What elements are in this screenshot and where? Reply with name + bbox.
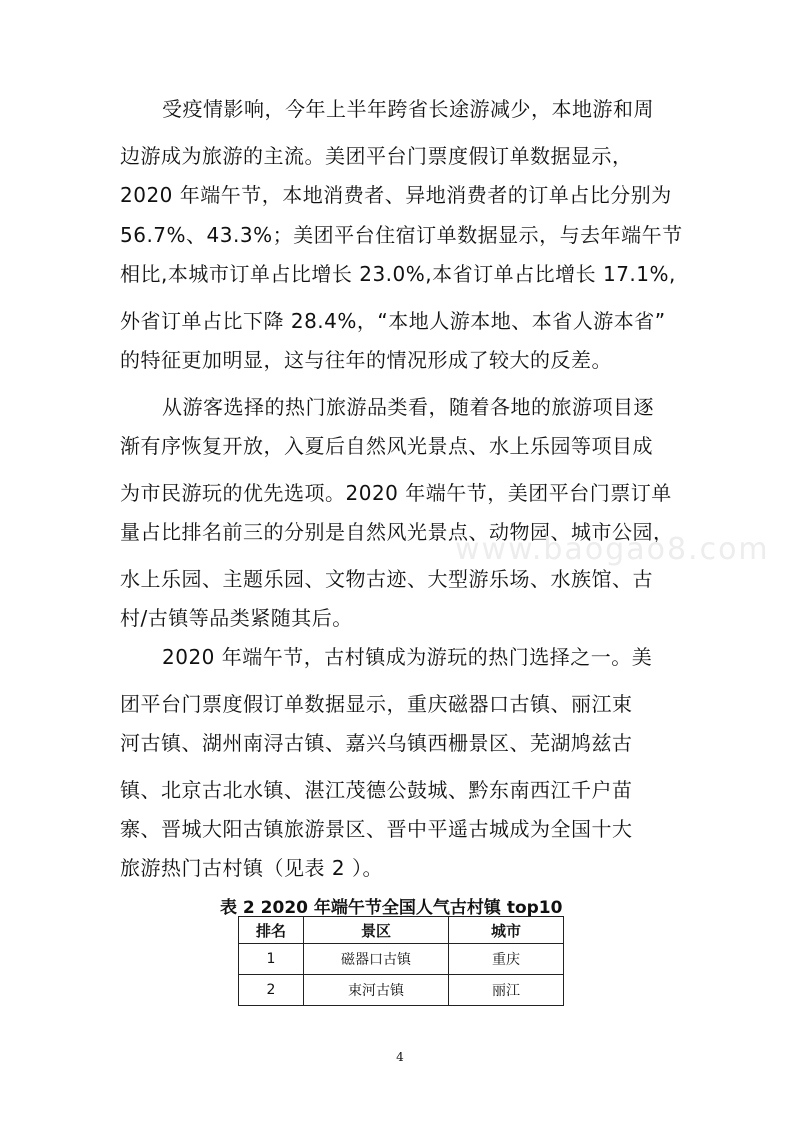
text-line: 从游客选择的热门旅游品类看，随着各地的旅游项目逐 bbox=[162, 395, 654, 419]
text-line: 河古镇、湖州南浔古镇、嘉兴乌镇西栅景区、芜湖鸠兹古 bbox=[120, 731, 633, 755]
text-line: 2020 年端午节，本地消费者、异地消费者的订单占比分别为 bbox=[120, 183, 672, 207]
text-line: 外省订单占比下降 28.4%，“本地人游本地、本省人游本省” bbox=[120, 309, 666, 333]
column-header-rank: 排名 bbox=[239, 917, 304, 944]
text-line: 边游成为旅游的主流。美团平台门票度假订单数据显示， bbox=[120, 144, 633, 168]
text-line: 村/古镇等品类紧随其后。 bbox=[120, 606, 353, 630]
table-row bbox=[239, 944, 564, 975]
table-caption: 表 2 2020 年端午节全国人气古村镇 top10 bbox=[220, 898, 563, 918]
text-line: 旅游热门古村镇（见表 2 ）。 bbox=[120, 856, 383, 880]
watermark: www.baogao8.com bbox=[455, 532, 770, 567]
column-header-city: 城市 bbox=[449, 917, 564, 944]
text-line: 渐有序恢复开放，入夏后自然风光景点、水上乐园等项目成 bbox=[120, 434, 653, 458]
text-line: 镇、北京古北水镇、湛江茂德公鼓城、黔东南西江千户苗 bbox=[120, 778, 633, 802]
cell-rank: 1 bbox=[239, 944, 304, 975]
text-line: 2020 年端午节，古村镇成为游玩的热门选择之一。美 bbox=[162, 645, 653, 669]
text-line: 为市民游玩的优先选项。2020 年端午节，美团平台门票订单 bbox=[120, 481, 672, 505]
ranking-table bbox=[238, 916, 564, 1006]
cell-scenic-area: 磁器口古镇 bbox=[304, 944, 449, 975]
page-number: 4 bbox=[396, 1050, 404, 1064]
text-line: 量占比排名前三的分别是自然风光景点、动物园、城市公园， bbox=[120, 520, 674, 544]
text-line: 56.7%、43.3%；美团平台住宿订单数据显示，与去年端午节 bbox=[120, 223, 683, 247]
text-line: 相比,本城市订单占比增长 23.0%,本省订单占比增长 17.1%, bbox=[120, 262, 676, 286]
cell-city: 重庆 bbox=[449, 944, 564, 975]
cell-city: 丽江 bbox=[449, 975, 564, 1006]
text-line: 团平台门票度假订单数据显示，重庆磁器口古镇、丽江束 bbox=[120, 692, 633, 716]
cell-rank: 2 bbox=[239, 975, 304, 1006]
text-line: 寨、晋城大阳古镇旅游景区、晋中平遥古城成为全国十大 bbox=[120, 817, 633, 841]
table-row bbox=[239, 975, 564, 1006]
table-header-row bbox=[239, 917, 564, 944]
text-line: 的特征更加明显，这与往年的情况形成了较大的反差。 bbox=[120, 348, 612, 372]
text-line: 受疫情影响，今年上半年跨省长途游减少，本地游和周 bbox=[162, 97, 654, 121]
column-header-scenic-area: 景区 bbox=[304, 917, 449, 944]
text-line: 水上乐园、主题乐园、文物古迹、大型游乐场、水族馆、古 bbox=[120, 567, 653, 591]
cell-scenic-area: 束河古镇 bbox=[304, 975, 449, 1006]
